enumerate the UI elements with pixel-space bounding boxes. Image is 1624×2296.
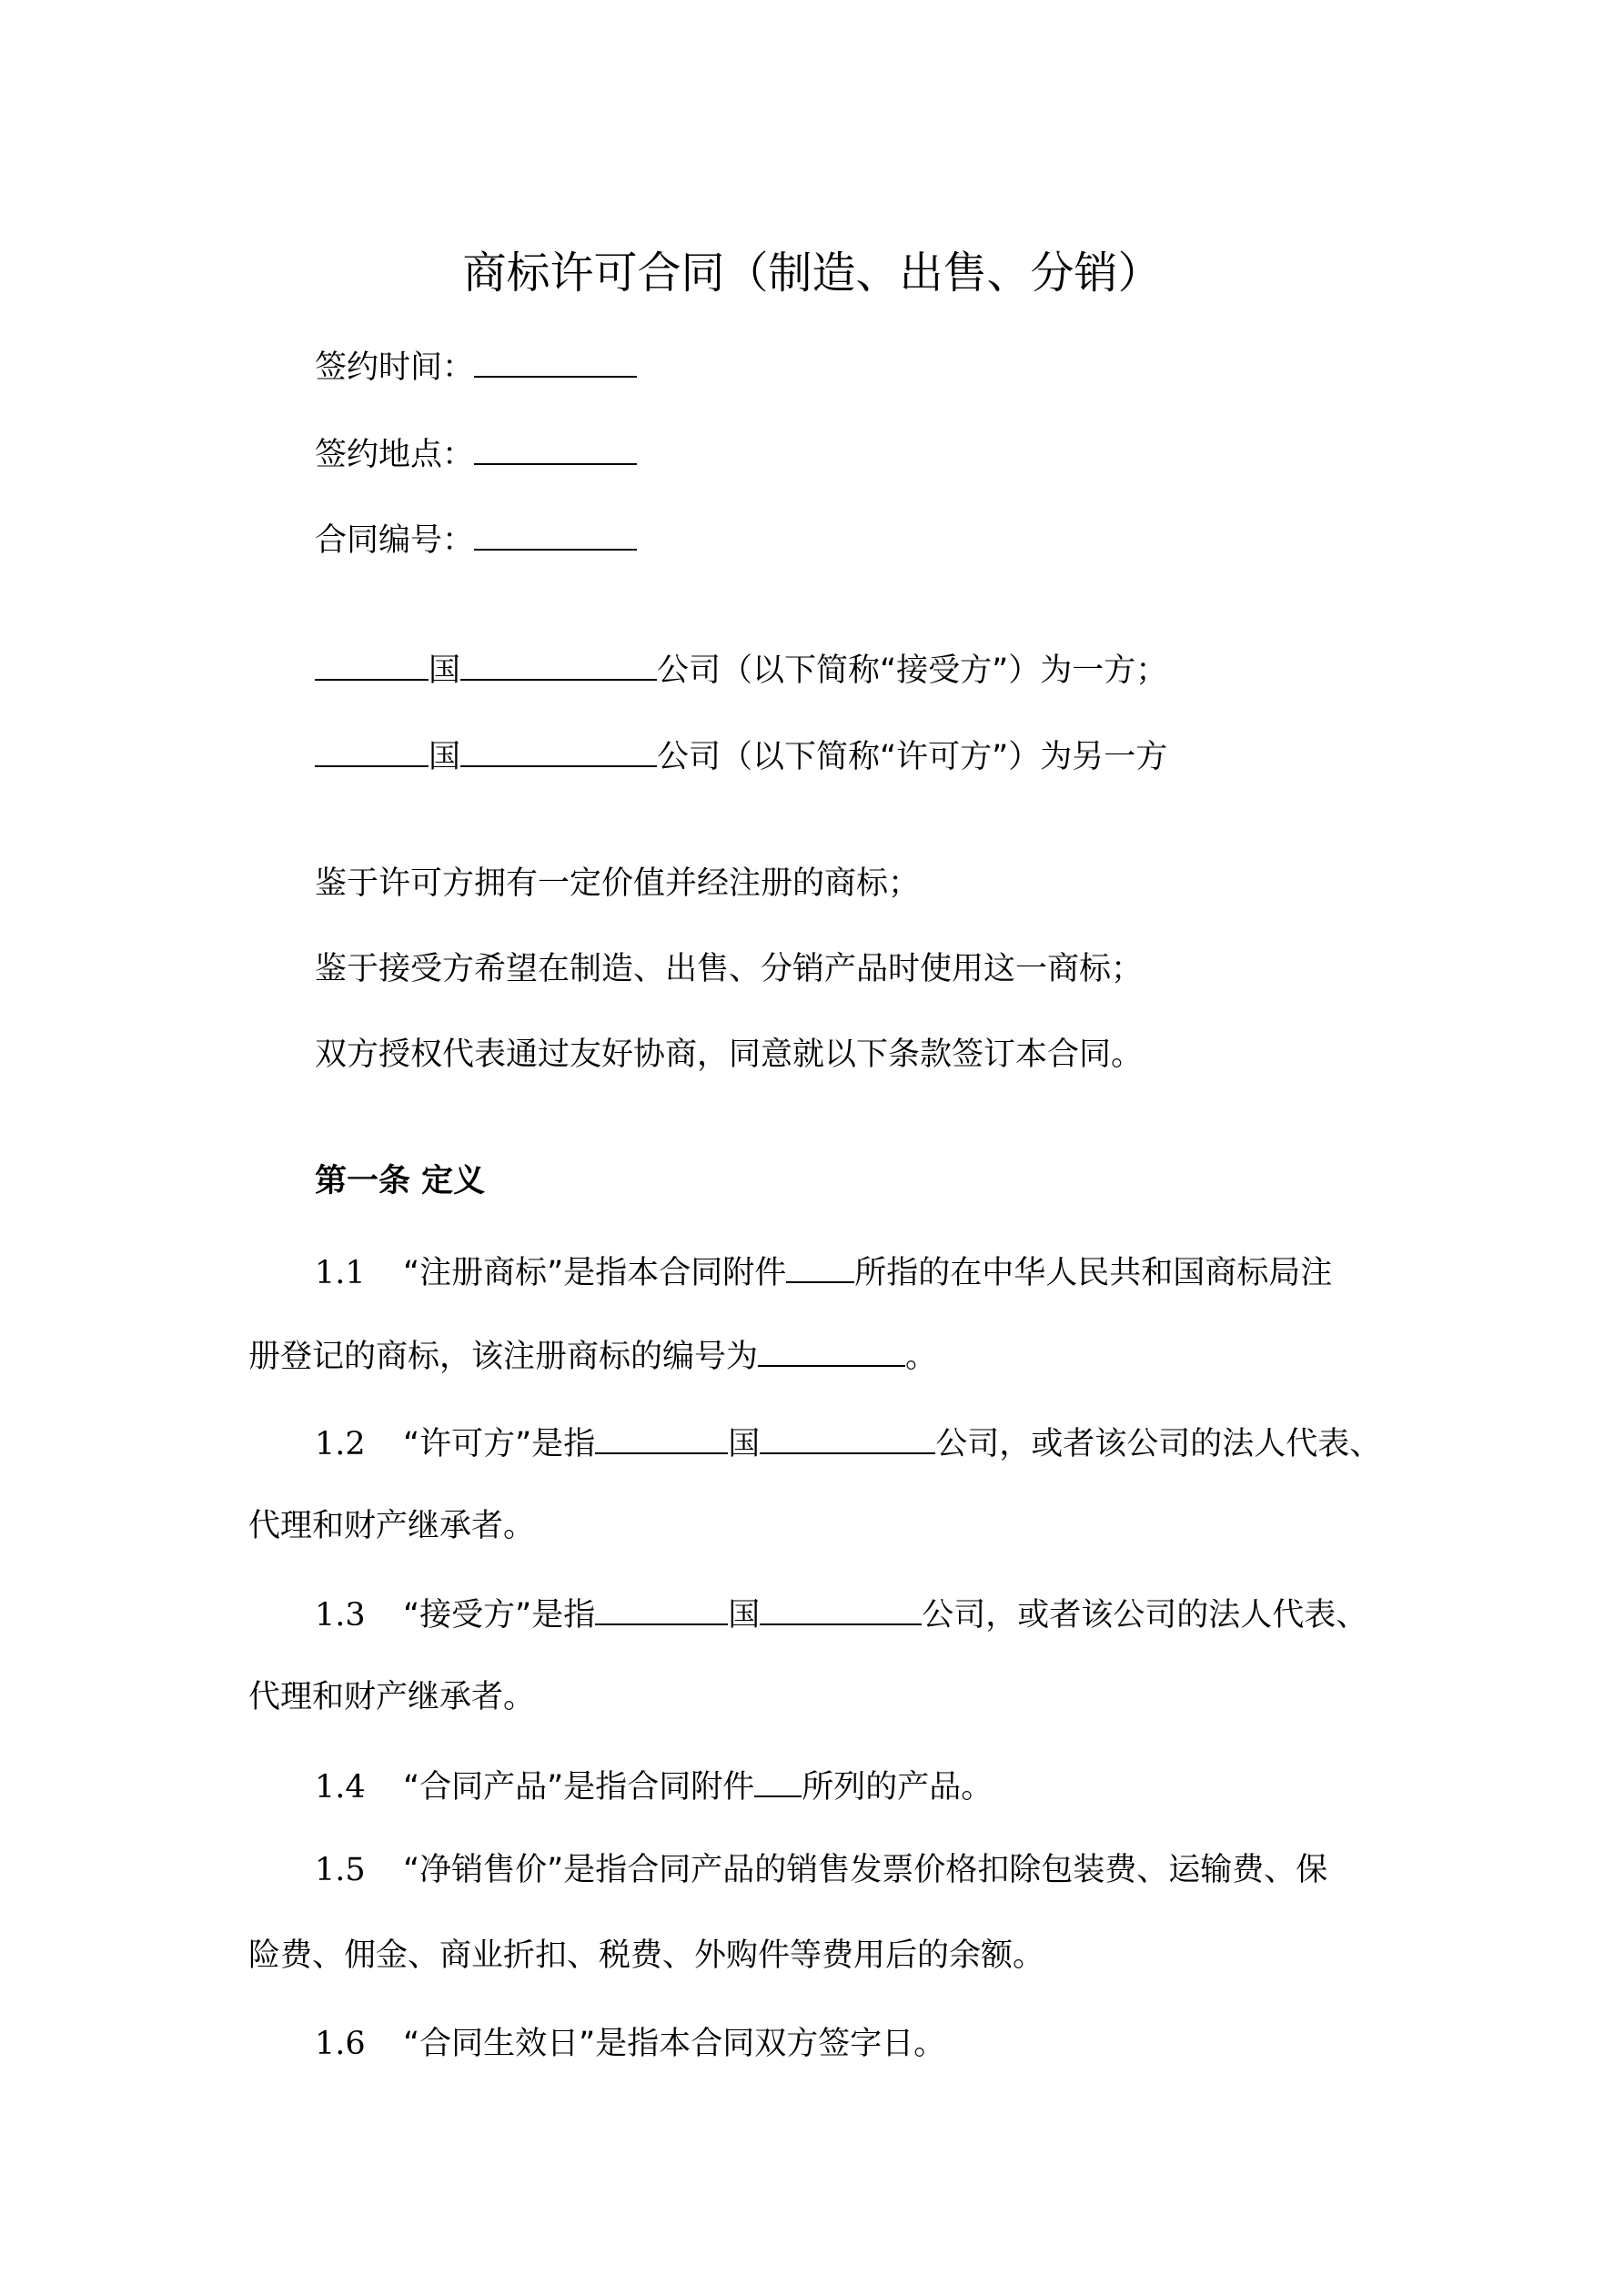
company-blank (760, 1421, 935, 1454)
sign-place-blank (474, 432, 637, 465)
recital: 鉴于接受方希望在制造、出售、分销产品时使用这一商标； (315, 951, 1144, 987)
sign-time-label: 签约时间： (315, 349, 475, 386)
contract-no-blank (474, 518, 637, 551)
country-label: 国 (429, 739, 461, 775)
clause-1-3-cont: 代理和财产继承者。 (248, 1679, 536, 1715)
clause-text: “接受方”是指 (403, 1597, 596, 1633)
annex-blank (754, 1765, 802, 1797)
clause-number: 1.3 (315, 1597, 366, 1633)
party-text: 公司（以下简称“许可方”）为另一方 (657, 739, 1168, 775)
clause-text: “净销售价”是指合同产品的销售发票价格扣除包装费、运输费、保 (403, 1852, 1328, 1888)
clause-text: 所列的产品。 (802, 1769, 994, 1805)
clause-text: 国 (728, 1426, 761, 1462)
country-blank (595, 1421, 728, 1454)
clause-1-5 (315, 1850, 1327, 1890)
clause-1-5-cont: 险费、佣金、商业折扣、税费、外购件等费用后的余额。 (248, 1937, 1045, 1974)
clause-text: “合同生效日”是指本合同双方签字日。 (403, 2026, 946, 2062)
country-blank (315, 734, 429, 767)
clause-text: “合同产品”是指合同附件 (403, 1769, 755, 1805)
company-blank (760, 1593, 922, 1625)
clause-1-2-cont: 代理和财产继承者。 (248, 1508, 536, 1544)
clause-text: 公司，或者该公司的法人代表、 (935, 1426, 1382, 1462)
clause-text: “许可方”是指 (403, 1426, 596, 1462)
recital: 鉴于许可方拥有一定价值并经注册的商标； (315, 865, 921, 902)
sign-time-blank (474, 345, 637, 378)
clause-1-1-cont (248, 1334, 937, 1377)
number-blank (758, 1334, 905, 1367)
clause-number: 1.6 (315, 2026, 366, 2062)
sign-time-row (315, 345, 637, 388)
country-blank (595, 1593, 728, 1625)
recital: 双方授权代表通过友好协商，同意就以下条款签订本合同。 (315, 1037, 1144, 1073)
party-text: 公司（以下简称“接受方”）为一方； (657, 652, 1168, 689)
company-blank (460, 648, 657, 681)
clause-number: 1.5 (315, 1852, 366, 1888)
country-label: 国 (429, 652, 461, 689)
clause-1-2 (315, 1421, 1381, 1464)
clause-text: 公司，或者该公司的法人代表、 (922, 1597, 1368, 1633)
clause-text: 册登记的商标，该注册商标的编号为 (248, 1339, 759, 1375)
clause-1-3 (315, 1593, 1367, 1635)
country-blank (315, 648, 429, 681)
clause-text: 所指的在中华人民共和国商标局注 (854, 1255, 1333, 1291)
company-blank (460, 734, 657, 767)
annex-blank (786, 1250, 854, 1283)
clause-1-1 (315, 1250, 1332, 1293)
clause-text: 。 (905, 1339, 938, 1375)
clause-1-4 (315, 1765, 993, 1807)
clause-1-6 (315, 2024, 945, 2064)
contract-no-row (315, 518, 637, 561)
contract-no-label: 合同编号： (315, 522, 475, 559)
document-title: 商标许可合同（制造、出售、分销） (462, 248, 1162, 298)
clause-text: 国 (728, 1597, 761, 1633)
party-licensor (315, 734, 1167, 777)
clause-number: 1.4 (315, 1769, 366, 1805)
sign-place-row (315, 432, 637, 475)
clause-number: 1.1 (315, 1255, 366, 1291)
article-heading: 第一条 定义 (315, 1163, 486, 1199)
sign-place-label: 签约地点： (315, 437, 475, 473)
clause-number: 1.2 (315, 1426, 366, 1462)
party-licensee (315, 648, 1167, 691)
clause-text: “注册商标”是指本合同附件 (403, 1255, 787, 1291)
